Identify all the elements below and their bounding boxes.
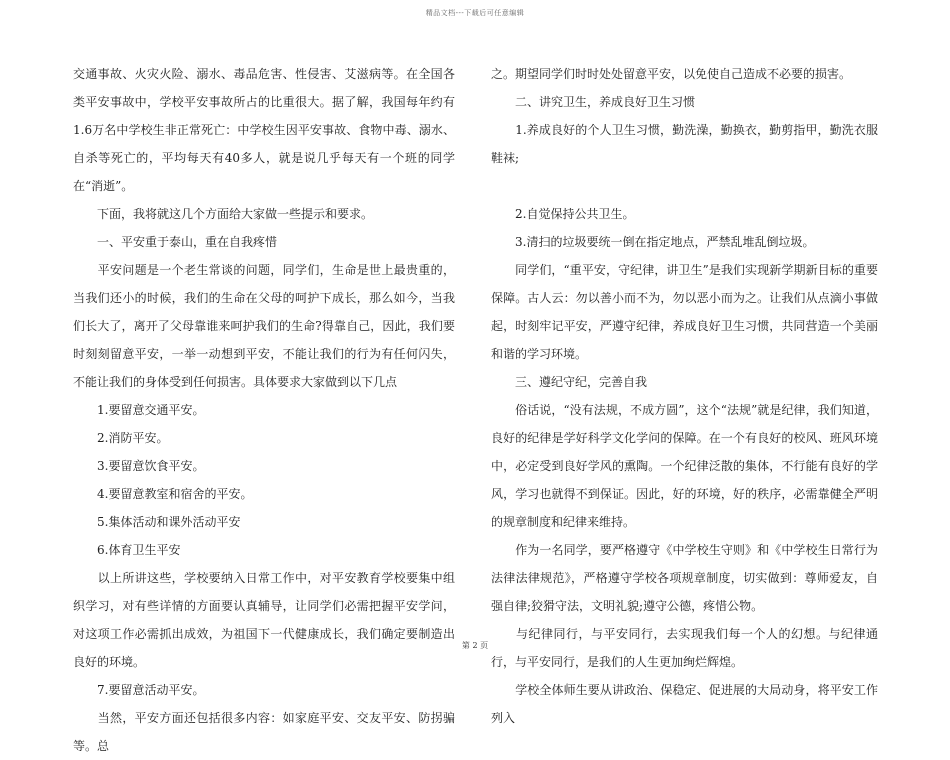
list-item: 1.养成良好的个人卫生习惯，勤洗澡，勤换衣，勤剪指甲，勤洗衣服鞋袜; bbox=[491, 123, 878, 165]
page-number: 第 2 页 bbox=[461, 641, 489, 650]
list-item: 2.自觉保持公共卫生。 bbox=[491, 207, 635, 221]
section-heading: 二、讲究卫生，养成良好卫生习惯 bbox=[491, 95, 696, 109]
paragraph: 以上所讲这些，学校要纳入日常工作中，对平安教育学校要集中组织学习，对有些详情的方面要认真辅导，让同学们必需把握平安学问，对这项工作必需抓出成效，为祖国下一代健康成长，我们确定要制造出良好的环境。 bbox=[73, 571, 455, 669]
list-item: 3.要留意饮食平安。 bbox=[73, 459, 205, 473]
paragraph: 同学们，“重平安，守纪律，讲卫生”是我们实现新学期新目标的重要保障。古人云：勿以善小而不为，勿以恶小而为之。让我们从点滴小事做起，时刻牢记平安，严遵守纪律，养成良好卫生习惯，共同营造一个美丽 和谐的学习环境。 bbox=[491, 263, 878, 361]
blank-line bbox=[491, 172, 878, 200]
paragraph: 之。期望同学们时时处处留意平安，以免使自己造成不必要的损害。 bbox=[491, 67, 852, 81]
paragraph: 学校全体师生要从讲政治、保稳定、促进展的大局动身，将平安工作列入 bbox=[491, 683, 878, 725]
list-item: 3.清扫的垃圾要统一倒在指定地点，严禁乱堆乱倒垃圾。 bbox=[491, 235, 815, 249]
list-item: 2.消防平安。 bbox=[73, 431, 169, 445]
section-heading: 三、遵纪守纪，完善自我 bbox=[491, 375, 648, 389]
paragraph: 交通事故、火灾火险、溺水、毒品危害、性侵害、艾滋病等。在全国各类平安事故中，学校平安事故所占的比重很大。据了解，我国每年约有1.6万名中学校生非正常死亡：中学校生因平安事故、食物中毒、溺水、自杀等死亡的，平均每天有40多人，就是说几乎每天有一个班的同学在“消逝”。 bbox=[73, 67, 455, 193]
list-item: 5.集体活动和课外活动平安 bbox=[73, 515, 241, 529]
paragraph: 平安问题是一个老生常谈的问题，同学们，生命是世上最贵重的，当我们还小的时候，我们的生命在父母的呵护下成长，那么如今，当我们长大了，离开了父母靠谁来呵护我们的生命?得靠自己，因此，我们要时刻刻留意平安，一举一动想到平安，不能让我们的行为有任何闪失，不能让我们的身体受到任何损害。具体要求大家做到以下几点 bbox=[73, 263, 455, 389]
paragraph: 下面，我将就这几个方面给大家做一些提示和要求。 bbox=[73, 207, 374, 221]
list-item: 6.体育卫生平安 bbox=[73, 543, 181, 557]
section-heading: 一、平安重于泰山，重在自我疼惜 bbox=[73, 235, 278, 249]
list-item: 4.要留意教室和宿舍的平安。 bbox=[73, 487, 253, 501]
list-item: 1.要留意交通平安。 bbox=[73, 403, 205, 417]
paragraph: 与纪律同行，与平安同行，去实现我们每一个人的幻想。与纪律通行，与平安同行，是我们的人生更加绚烂辉煌。 bbox=[491, 627, 878, 669]
paragraph: 俗话说，“没有法规，不成方圆”，这个“法规”就是纪律，我们知道，良好的纪律是学好科学文化学问的保障。在一个有良好的校风、班风环境中，必定受到良好学风的熏陶。一个纪律泛散的集体，不行能有良好的学风，学习也就得不到保证。因此，好的环境，好的秩序，必需靠健全严明的规章制度和纪律来维持。 bbox=[491, 403, 878, 529]
list-item: 7.要留意活动平安。 bbox=[73, 683, 205, 697]
paragraph: 当然，平安方面还包括很多内容：如家庭平安、交友平安、防拐骗等。总 bbox=[73, 711, 455, 753]
header-watermark: 精品文档---下载后可任意编辑 bbox=[425, 9, 525, 17]
paragraph: 作为一名同学，要严格遵守《中学校生守则》和《中学校生日常行为法律法律规范》，严格遵守学校各项规章制度，切实做到：尊师爱友，自强自律;狡猾守法，文明礼貌;遵守公德，疼惜公物。 bbox=[491, 543, 878, 613]
right-column bbox=[491, 60, 878, 732]
left-column bbox=[73, 60, 455, 760]
